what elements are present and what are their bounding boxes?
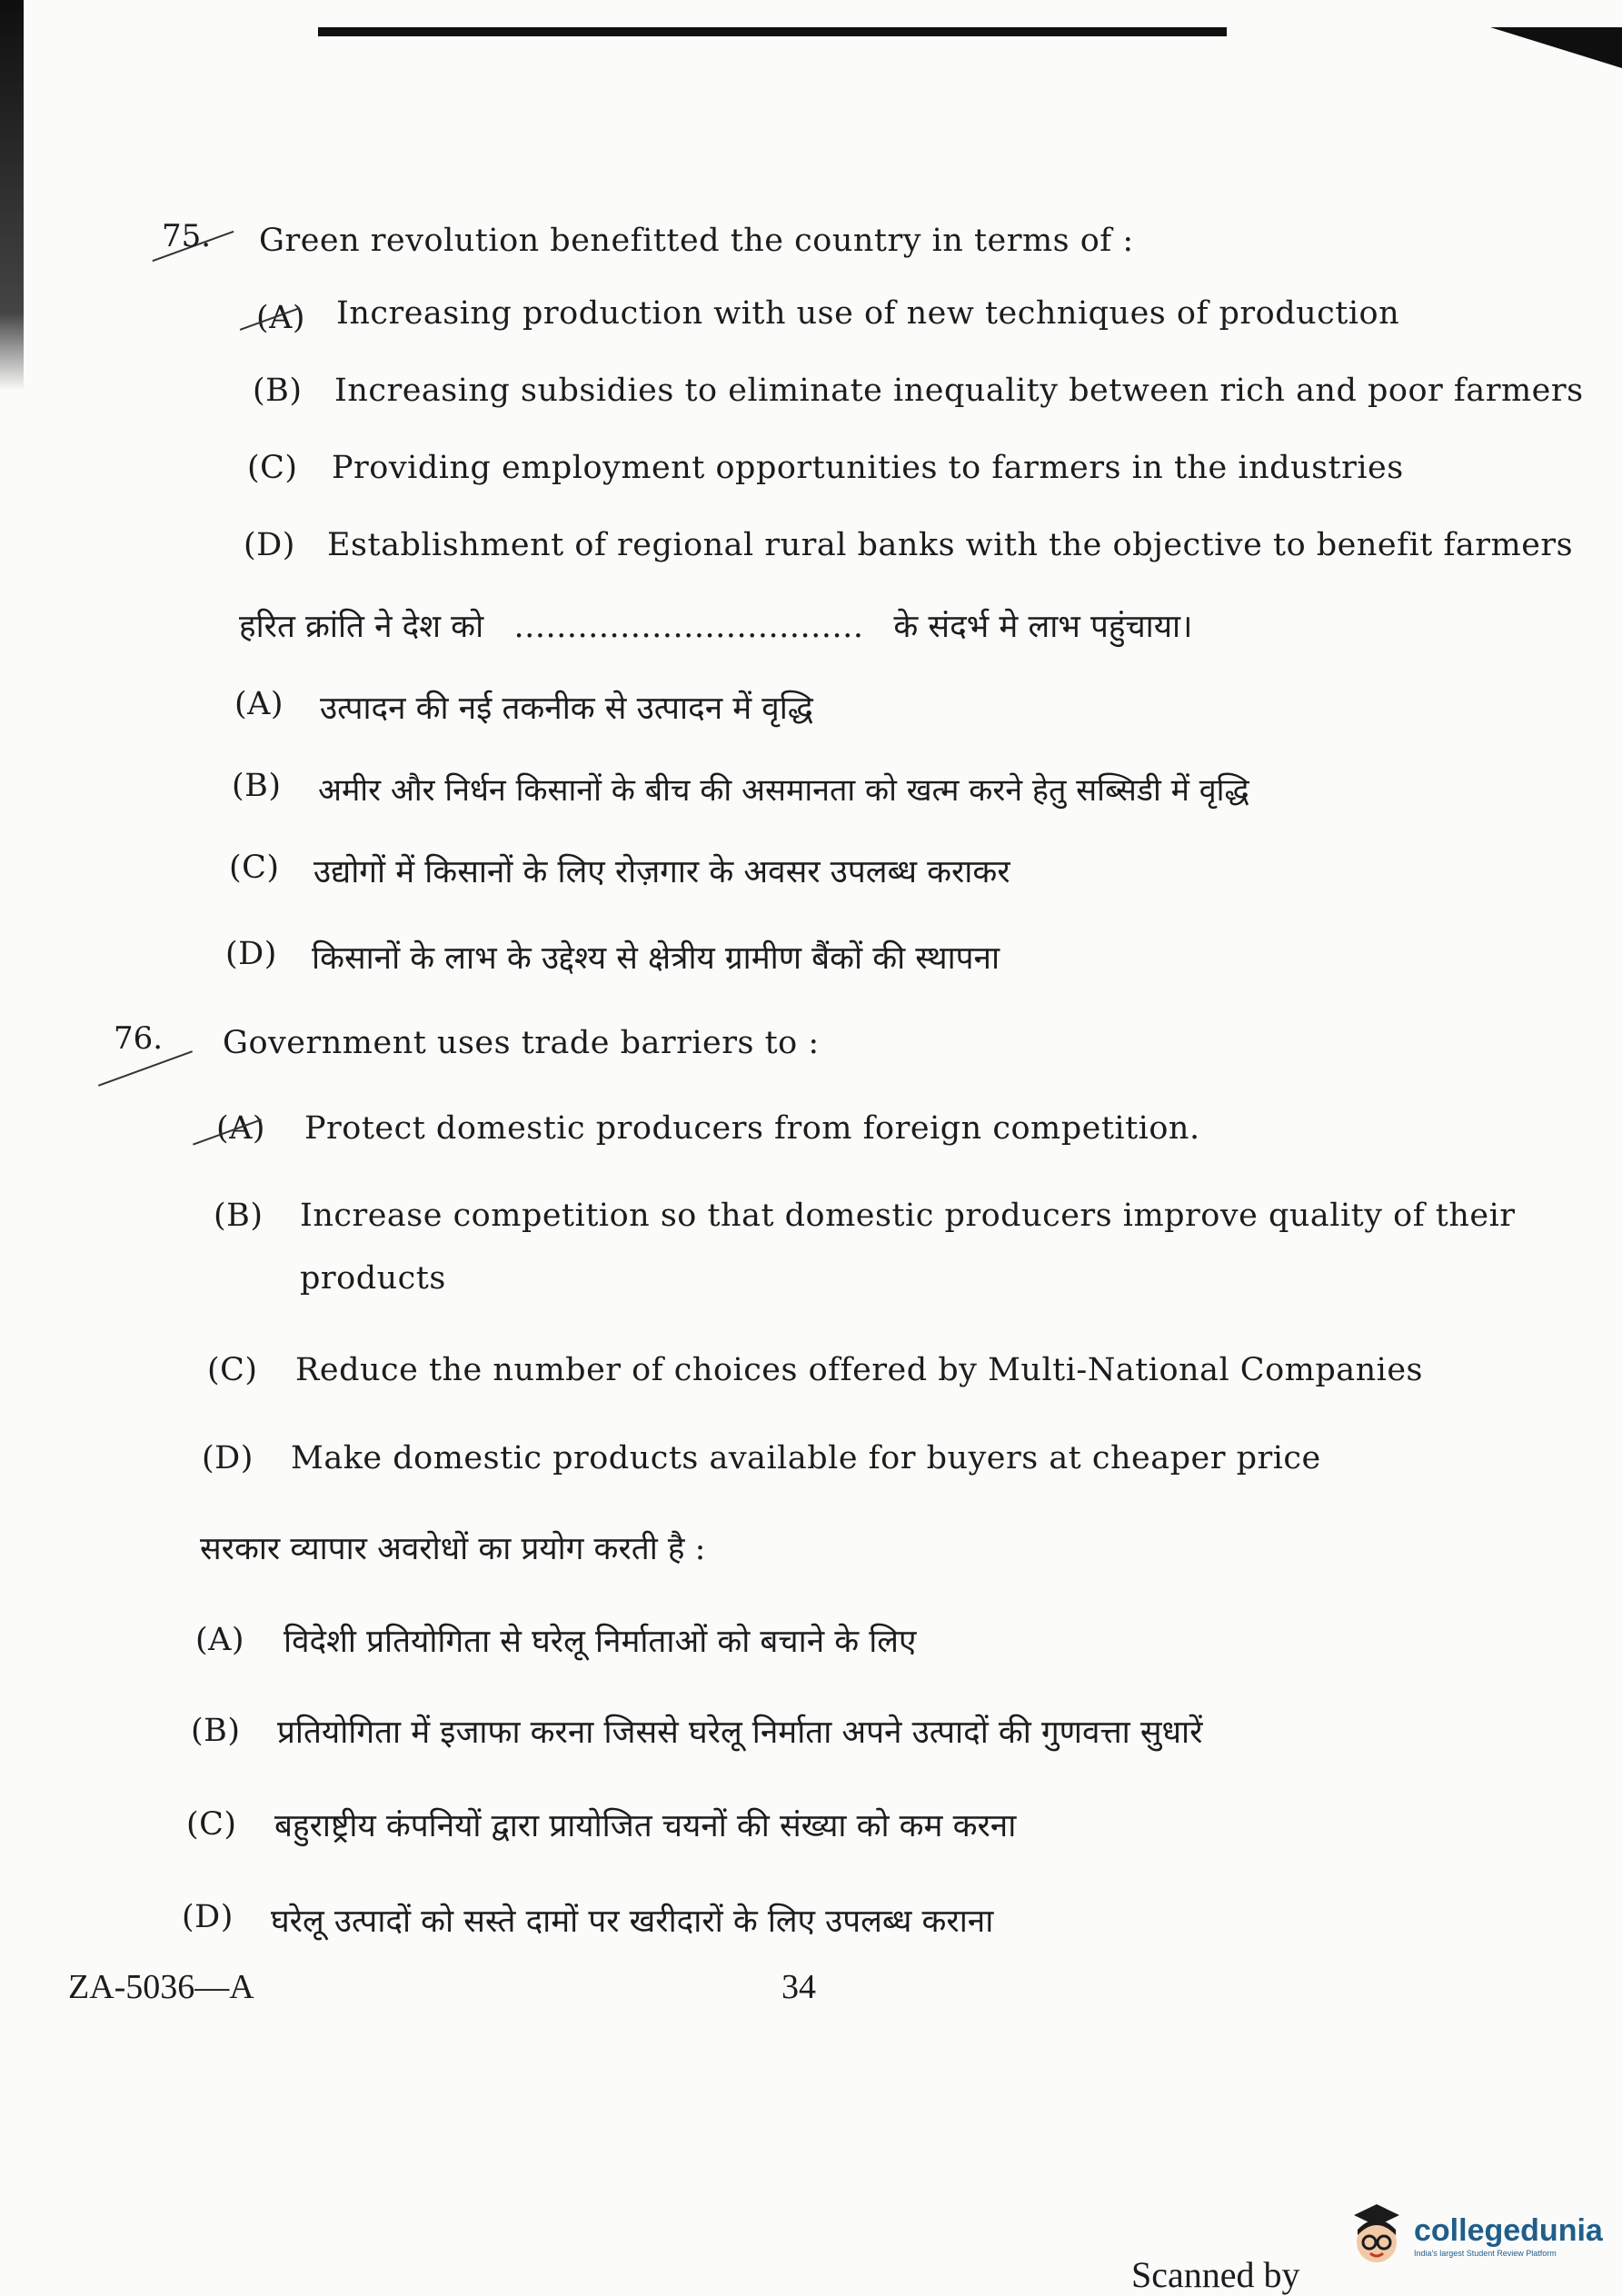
question-text-hindi: सरकार व्यापार अवरोधों का प्रयोग करती है : xyxy=(200,1531,706,1567)
option-label: (A) xyxy=(195,1622,245,1658)
option-label: (D) xyxy=(244,527,295,563)
collegedunia-logo xyxy=(1345,2199,1603,2271)
option-text-hindi: किसानों के लाभ के उद्देश्य से क्षेत्रीय ग्रामीण बैंकों की स्थापना xyxy=(312,940,1000,977)
scan-top-bar xyxy=(318,27,1227,36)
option-text: Providing employment opportunities to farmers in the industries xyxy=(332,450,1404,486)
option-text-hindi: उद्योगों में किसानों के लिए रोज़गार के अवसर उपलब्ध कराकर xyxy=(313,854,1010,890)
option-text-hindi: अमीर और निर्धन किसानों के बीच की असमानता को खत्म करने हेतु सब्सिडी में वृद्धि xyxy=(318,772,1249,809)
option-text: Reduce the number of choices offered by Multi-National Companies xyxy=(295,1352,1424,1388)
option-label: (D) xyxy=(182,1899,234,1935)
option-text: Make domestic products available for buyers at cheaper price xyxy=(291,1440,1321,1476)
brand-name: collegedunia xyxy=(1414,2212,1603,2248)
answer-blank: …………………………… xyxy=(513,609,864,645)
scanned-by-label: Scanned by xyxy=(1131,2254,1300,2295)
option-label: (C) xyxy=(229,850,280,886)
option-text-hindi: बहुराष्ट्रीय कंपनियों द्वारा प्रायोजित चयनों की संख्या को कम करना xyxy=(274,1808,1017,1844)
scan-edge-shadow xyxy=(0,0,24,391)
question-number: 76. xyxy=(114,1020,164,1057)
option-label: (C) xyxy=(247,450,298,486)
option-text: Increase competition so that domestic producers improve quality of their xyxy=(300,1198,1516,1234)
question-number: 75. xyxy=(162,218,212,254)
question-text: Green revolution benefitted the country in terms of : xyxy=(259,223,1134,259)
question-text: Government uses trade barriers to : xyxy=(223,1025,820,1061)
option-label: (A) xyxy=(256,300,306,336)
question-hindi-part-a: हरित क्रांति ने देश को xyxy=(239,609,484,645)
option-text-hindi: प्रतियोगिता में इजाफा करना जिससे घरेलू निर्माता अपने उत्पादों की गुणवत्ता सुधारें xyxy=(277,1715,1203,1751)
question-hindi-part-b: के संदर्भ मे लाभ पहुंचाया। xyxy=(893,609,1193,645)
option-label: (B) xyxy=(214,1198,264,1234)
page-number: 34 xyxy=(781,1968,816,2006)
option-text-hindi: घरेलू उत्पादों को सस्ते दामों पर खरीदारों के लिए उपलब्ध कराना xyxy=(271,1903,994,1940)
option-label: (B) xyxy=(232,768,282,804)
option-label: (B) xyxy=(253,373,303,409)
option-label: (D) xyxy=(225,936,277,972)
option-label: (A) xyxy=(216,1110,266,1147)
option-label: (C) xyxy=(207,1352,258,1388)
option-label: (C) xyxy=(186,1806,237,1843)
option-text: Increasing production with use of new techniques of production xyxy=(336,295,1400,332)
paper-code: ZA-5036—A xyxy=(68,1968,254,2006)
option-label: (A) xyxy=(234,686,284,722)
option-text-hindi: उत्पादन की नई तकनीक से उत्पादन में वृद्धि xyxy=(320,691,813,727)
brand-tagline: India's largest Student Review Platform xyxy=(1414,2248,1557,2258)
option-text: Increasing subsidies to eliminate inequality between rich and poor farmers xyxy=(334,373,1584,409)
option-label: (D) xyxy=(202,1440,254,1476)
option-text: Protect domestic producers from foreign competition. xyxy=(304,1110,1200,1147)
mascot-icon xyxy=(1345,2199,1408,2271)
option-label: (B) xyxy=(191,1713,241,1749)
scan-corner xyxy=(1490,27,1622,68)
option-text: Establishment of regional rural banks with the objective to benefit farmers xyxy=(327,527,1574,563)
question-text-hindi xyxy=(239,604,1192,647)
option-text-continued: products xyxy=(300,1260,446,1297)
option-text-hindi: विदेशी प्रतियोगिता से घरेलू निर्माताओं को बचाने के लिए xyxy=(284,1624,917,1660)
